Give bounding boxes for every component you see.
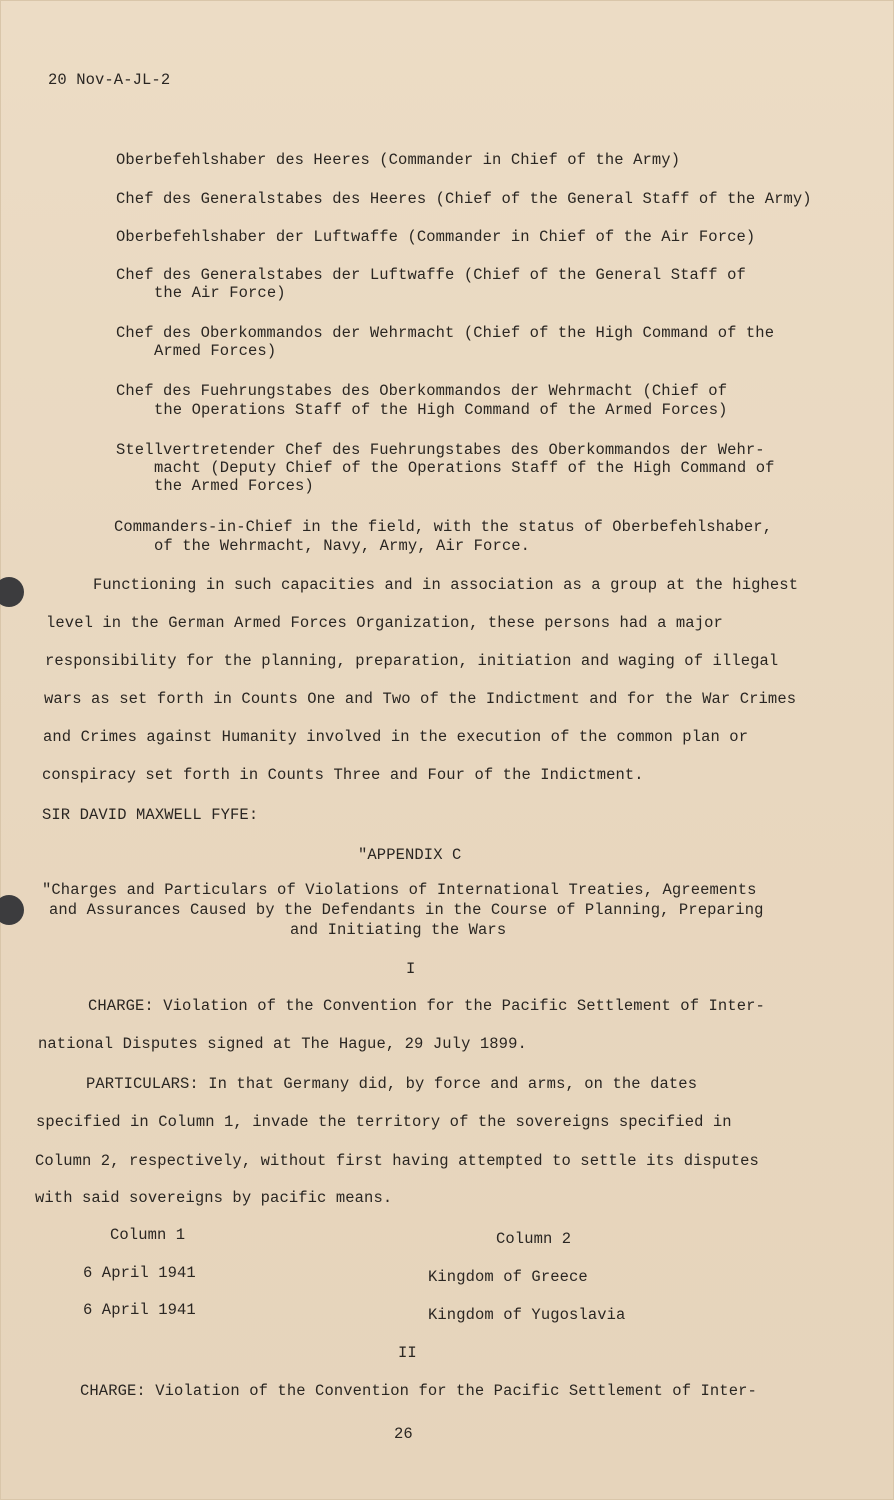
list-item: Chef des Generalstabes der Luftwaffe (Chief of the General Staff of: [116, 266, 746, 284]
list-item: Commanders-in-Chief in the field, with the status of Oberbefehlshaber,: [114, 518, 773, 536]
section-numeral: II: [398, 1344, 417, 1362]
section-numeral: I: [406, 960, 416, 978]
charge-line: CHARGE: Violation of the Convention for the Pacific Settlement of Inter-: [88, 997, 765, 1015]
paragraph-line: and Crimes against Humanity involved in the execution of the common plan or: [43, 728, 749, 746]
charge-line: national Disputes signed at The Hague, 29 July 1899.: [38, 1035, 527, 1053]
particulars-line: with said sovereigns by pacific means.: [35, 1189, 393, 1207]
table-cell-date: 6 April 1941: [83, 1264, 196, 1282]
list-item-continuation: the Armed Forces): [154, 477, 314, 495]
appendix-title-line: and Assurances Caused by the Defendants in the Course of Planning, Preparing: [49, 901, 764, 919]
particulars-line: Column 2, respectively, without first having attempted to settle its disputes: [35, 1152, 759, 1170]
table-cell-country: Kingdom of Yugoslavia: [428, 1306, 626, 1324]
list-item: Chef des Oberkommandos der Wehrmacht (Chief of the High Command of the: [116, 324, 775, 342]
list-item-continuation: the Air Force): [154, 284, 286, 302]
punch-hole: [0, 895, 24, 925]
table-cell-date: 6 April 1941: [83, 1301, 196, 1319]
speaker-name: SIR DAVID MAXWELL FYFE:: [42, 806, 259, 824]
list-item-continuation: macht (Deputy Chief of the Operations Staff of the High Command of: [154, 459, 775, 477]
appendix-heading: "APPENDIX C: [358, 846, 462, 864]
list-item: Chef des Fuehrungstabes des Oberkommandos der Wehrmacht (Chief of: [116, 382, 728, 400]
list-item-continuation: the Operations Staff of the High Command of the Armed Forces): [154, 401, 728, 419]
paragraph-line: conspiracy set forth in Counts Three and Four of the Indictment.: [42, 766, 644, 784]
paragraph-line: responsibility for the planning, preparation, initiation and waging of illegal: [45, 652, 779, 670]
list-item-continuation: Armed Forces): [154, 342, 277, 360]
column-1-header: Column 1: [110, 1226, 186, 1244]
page-number: 26: [394, 1425, 413, 1443]
paragraph-line: Functioning in such capacities and in association as a group at the highest: [93, 576, 799, 594]
document-reference: 20 Nov-A-JL-2: [48, 71, 171, 89]
table-cell-country: Kingdom of Greece: [428, 1268, 588, 1286]
appendix-title-line: "Charges and Particulars of Violations of International Treaties, Agreements: [42, 881, 757, 899]
punch-hole: [0, 577, 24, 607]
charge-line: CHARGE: Violation of the Convention for the Pacific Settlement of Inter-: [80, 1382, 757, 1400]
column-2-header: Column 2: [496, 1230, 572, 1248]
list-item-continuation: of the Wehrmacht, Navy, Army, Air Force.: [154, 537, 531, 555]
appendix-title-line: and Initiating the Wars: [290, 921, 507, 939]
particulars-line: PARTICULARS: In that Germany did, by force and arms, on the dates: [86, 1075, 698, 1093]
list-item: Chef des Generalstabes des Heeres (Chief of the General Staff of the Army): [116, 190, 812, 208]
paragraph-line: wars as set forth in Counts One and Two of the Indictment and for the War Crimes: [44, 690, 797, 708]
paragraph-line: level in the German Armed Forces Organization, these persons had a major: [46, 614, 723, 632]
particulars-line: specified in Column 1, invade the territory of the sovereigns specified in: [36, 1113, 732, 1131]
list-item: Stellvertretender Chef des Fuehrungstabes des Oberkommandos der Wehr-: [116, 441, 765, 459]
list-item: Oberbefehlshaber des Heeres (Commander in Chief of the Army): [116, 151, 681, 169]
list-item: Oberbefehlshaber der Luftwaffe (Commander in Chief of the Air Force): [116, 228, 756, 246]
